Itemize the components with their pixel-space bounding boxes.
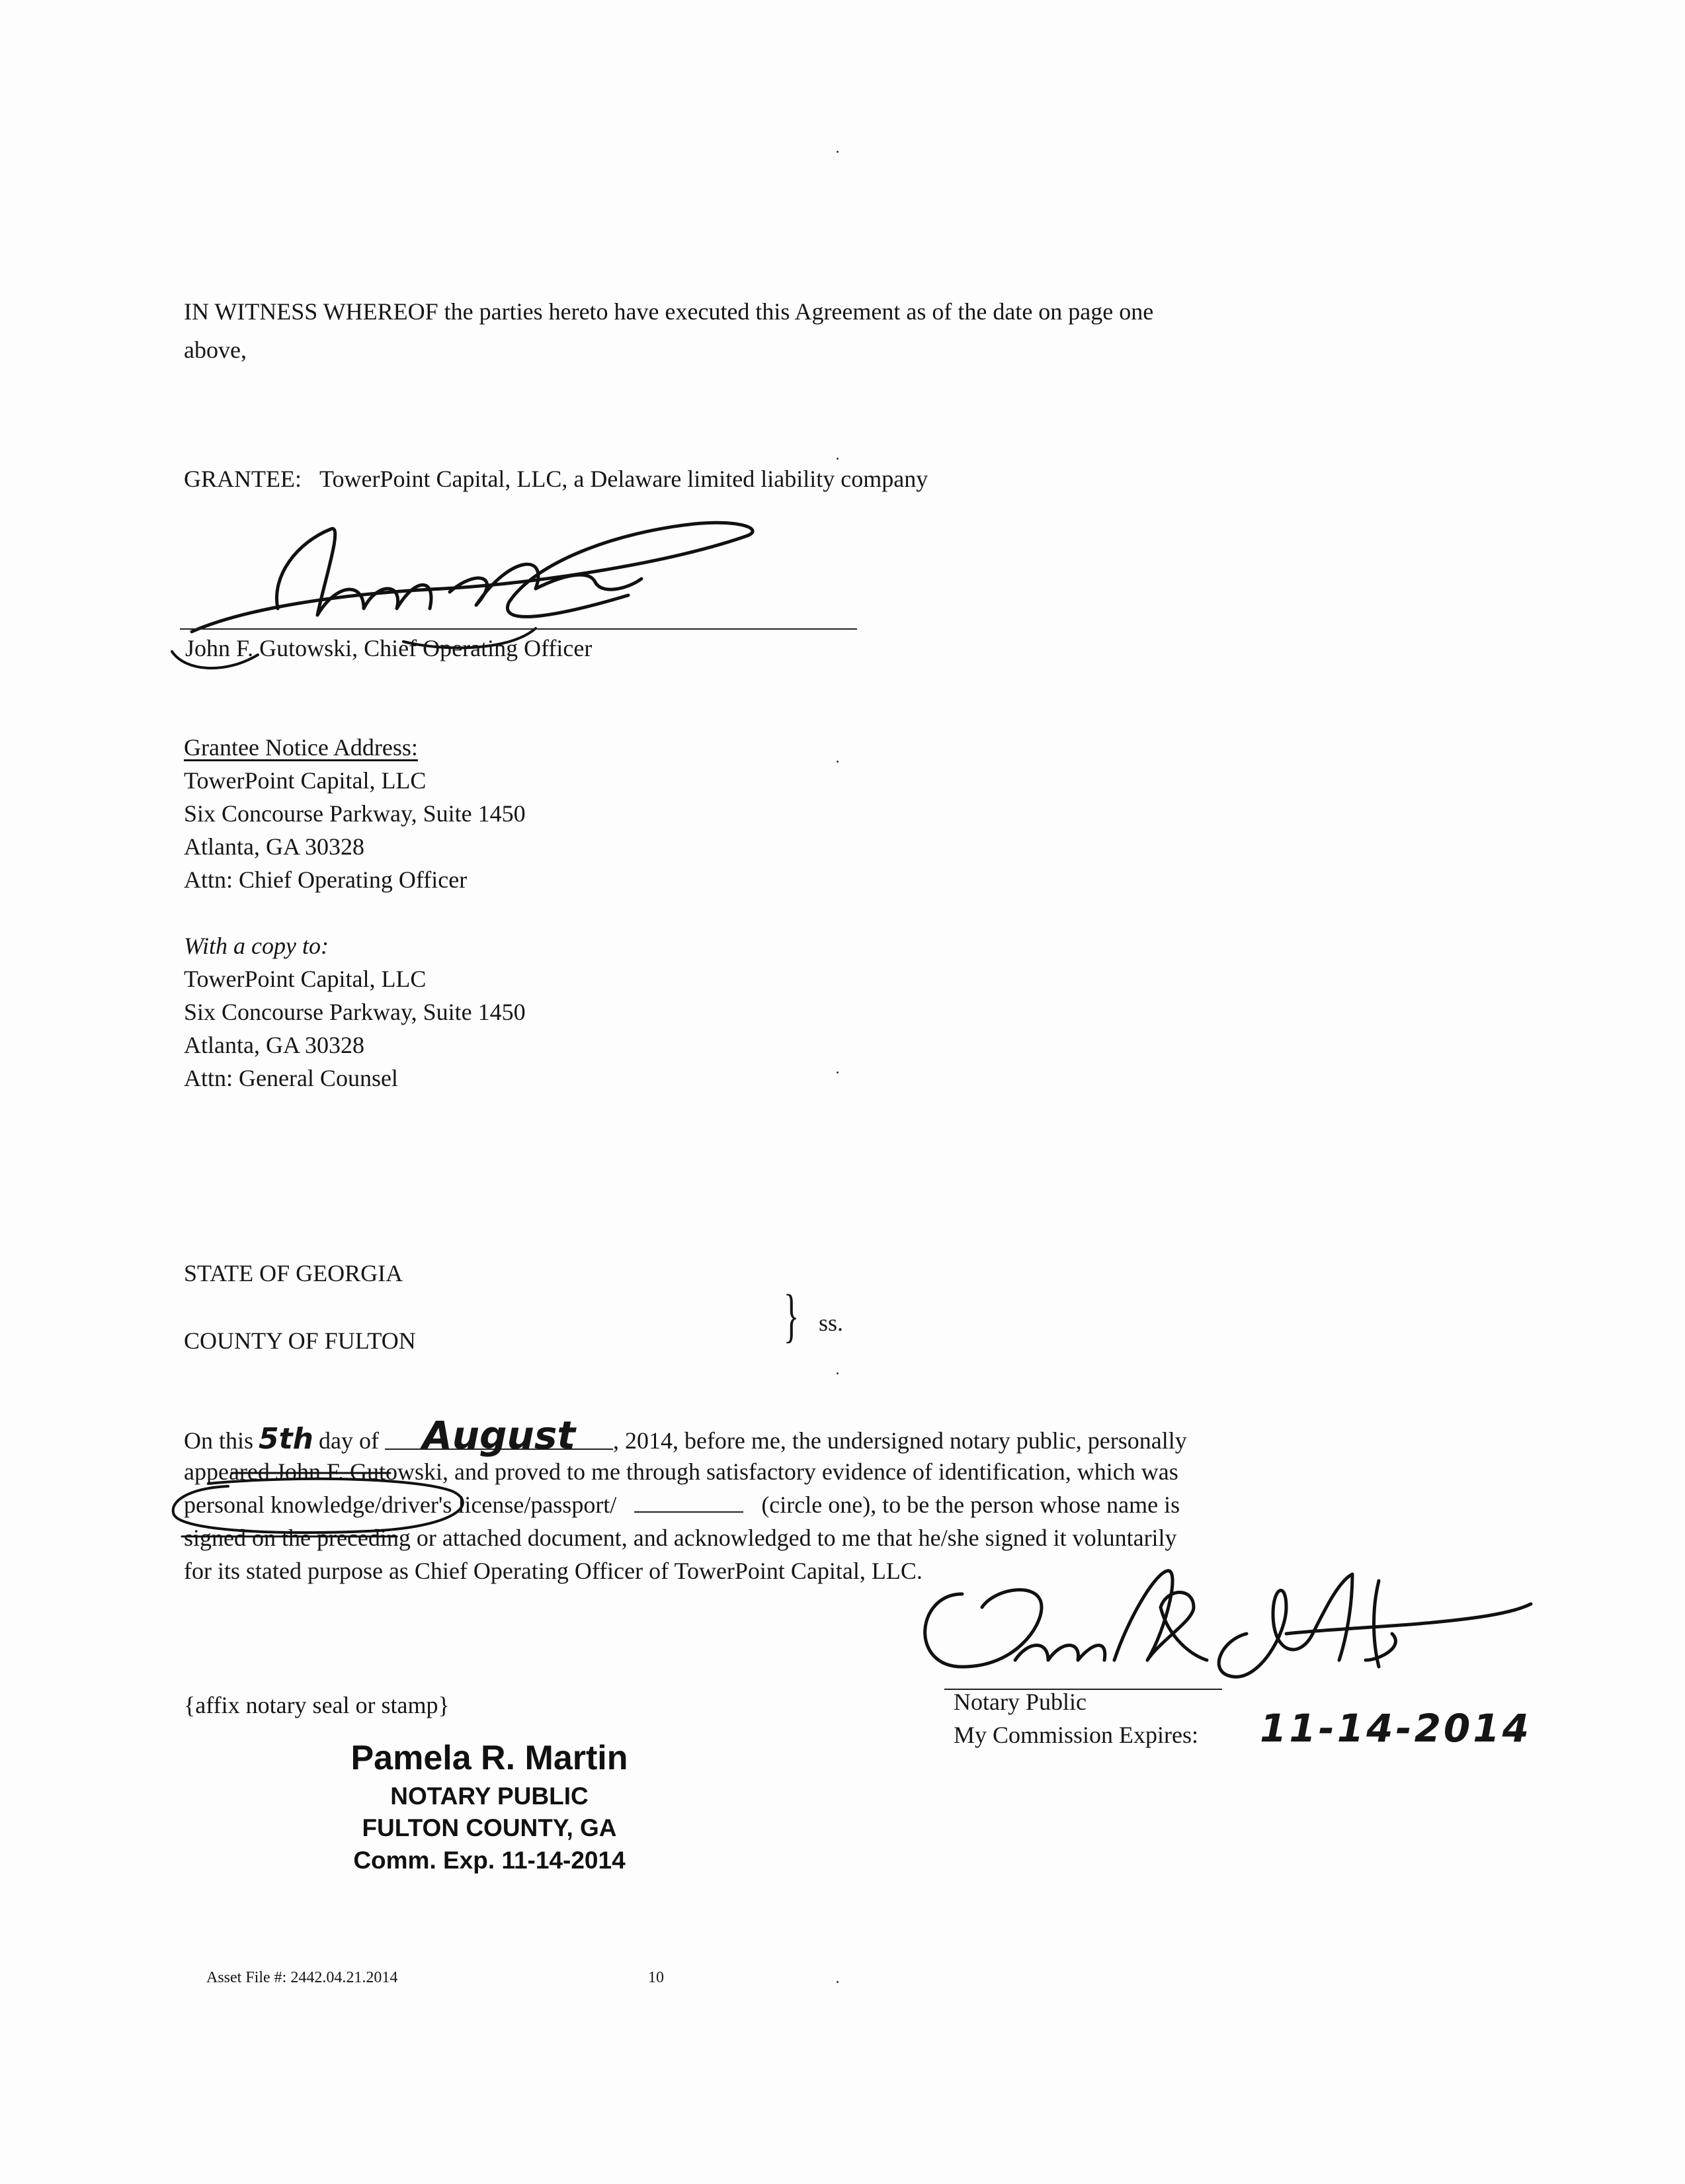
ack-line2: appeared John F. Gutowski, and proved to me through satisfactory evidence of identification, which was	[184, 1458, 1178, 1485]
witness-clause-line2: above,	[184, 337, 247, 363]
copy-to-line: Atlanta, GA 30328	[184, 1032, 364, 1058]
copy-to-line: Attn: General Counsel	[184, 1065, 398, 1091]
ack-line1	[184, 1413, 1187, 1458]
stamp-line1: NOTARY PUBLIC	[390, 1783, 589, 1810]
notice-address-heading: Grantee Notice Address:	[184, 734, 418, 761]
ack-day-handwritten: 5th	[259, 1422, 313, 1456]
ack-day-of: day of	[319, 1427, 379, 1454]
footer-page-number: 10	[648, 1969, 664, 1986]
ack-other-id-blank	[634, 1489, 743, 1513]
notice-address-line: Atlanta, GA 30328	[184, 833, 364, 860]
ack-line5: for its stated purpose as Chief Operating Officer of TowerPoint Capital, LLC.	[184, 1558, 923, 1584]
notary-expires-label: My Commission Expires:	[954, 1722, 1199, 1748]
grantee-name: TowerPoint Capital, LLC, a Delaware limited liability company	[319, 466, 928, 492]
witness-clause-line1: IN WITNESS WHEREOF the parties hereto have executed this Agreement as of the date on page one	[184, 298, 1154, 325]
ack-on-this: On this	[184, 1427, 254, 1454]
footer-asset-file: Asset File #: 2442.04.21.2014	[206, 1969, 398, 1986]
scan-speck	[837, 1981, 839, 1983]
stamp-line3: Comm. Exp. 11-14-2014	[353, 1847, 626, 1874]
venue-ss: ss.	[819, 1310, 844, 1336]
venue-state: STATE OF GEORGIA	[184, 1260, 403, 1286]
scan-speck	[837, 1372, 839, 1374]
stamp-line2: FULTON COUNTY, GA	[362, 1814, 617, 1841]
copy-to-heading: With a copy to:	[184, 933, 329, 959]
grantee-signatory: John F. Gutowski, Chief Operating Officer	[185, 635, 593, 661]
scan-speck	[837, 761, 839, 763]
notary-seal-note: {affix notary seal or stamp}	[184, 1692, 450, 1718]
notary-expires-handwritten: 11-14-2014	[1260, 1706, 1532, 1751]
stamp-name: Pamela R. Martin	[350, 1739, 628, 1777]
notary-title: Notary Public	[954, 1689, 1087, 1715]
grantee-signature-line	[180, 628, 857, 630]
venue-brace: }	[783, 1283, 800, 1349]
scan-speck	[837, 1071, 839, 1073]
scan-speck	[837, 458, 839, 460]
copy-to-line: Six Concourse Parkway, Suite 1450	[184, 999, 526, 1025]
grantee-block	[184, 462, 928, 495]
notice-address-line: Six Concourse Parkway, Suite 1450	[184, 800, 526, 827]
grantee-label: GRANTEE:	[184, 466, 302, 492]
strikethrough-marks	[179, 1458, 443, 1544]
ack-month-handwritten: August	[385, 1422, 613, 1450]
copy-to-line: TowerPoint Capital, LLC	[184, 966, 427, 992]
ack-circle-one: (circle one), to be the person whose name is	[761, 1491, 1180, 1518]
ack-line4: signed on the preceding or attached document, and acknowledged to me that he/she signed it voluntarily	[184, 1525, 1177, 1551]
scan-speck	[837, 151, 839, 153]
venue-county: COUNTY OF FULTON	[184, 1327, 416, 1354]
notice-address-line: TowerPoint Capital, LLC	[184, 767, 427, 794]
ack-year-text: , 2014, before me, the undersigned notary public, personally	[612, 1427, 1187, 1454]
notice-address-line: Attn: Chief Operating Officer	[184, 866, 468, 893]
ack-id-options: personal knowledge/driver's license/passport/	[184, 1491, 617, 1518]
